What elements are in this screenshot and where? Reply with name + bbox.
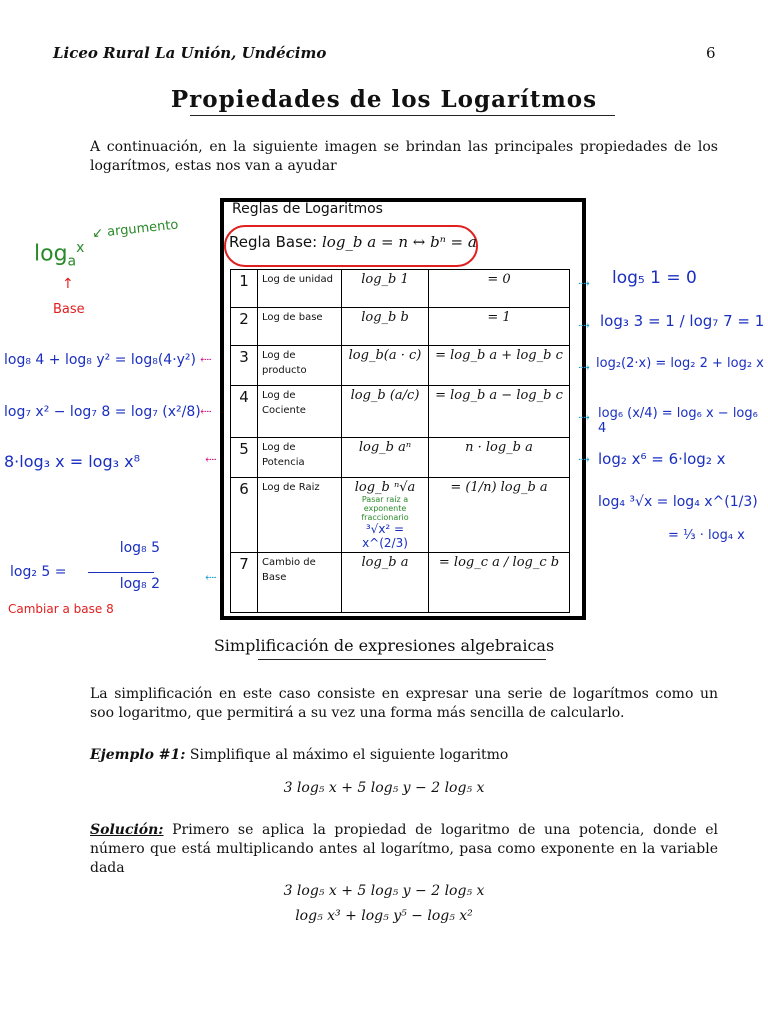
handwritten-example-7-note: Cambiar a base 8 <box>8 602 114 616</box>
title-underline <box>190 115 615 116</box>
rules-box-title: Reglas de Logaritmos <box>232 201 383 217</box>
example-text: Simplifique al máximo el siguiente logaritmo <box>189 747 509 763</box>
rule-expression: log_b(a · c) <box>342 346 429 386</box>
arrow-right-icon: ⇢ <box>578 360 590 376</box>
base-rule <box>229 233 477 251</box>
rule-number: 7 <box>231 553 258 613</box>
arrow-right-icon: ⇢ <box>578 318 590 334</box>
rule-expression: log_b 1 <box>342 270 429 308</box>
solution-step-2: log₅ x³ + log₅ y⁵ − log₅ x² <box>295 908 473 924</box>
rule-result: = log_b a + log_b c <box>429 346 570 386</box>
rule-name: Cambio de Base <box>258 553 342 613</box>
rule-number: 1 <box>231 270 258 308</box>
solution-label: Solución: <box>90 822 164 838</box>
rule-name: Log de base <box>258 308 342 346</box>
arrow-left-icon: ⇠ <box>205 452 217 468</box>
rule-number: 5 <box>231 438 258 478</box>
running-header: Liceo Rural La Unión, Undécimo <box>53 44 327 62</box>
rule-name: Log de unidad <box>258 270 342 308</box>
rule-expression: log_b a <box>342 553 429 613</box>
handwritten-example-5-left: 8·log₃ x = log₃ x⁸ <box>4 452 140 471</box>
rule-number: 4 <box>231 386 258 438</box>
handwritten-argumento: ↙ argumento <box>91 217 180 242</box>
rule-number: 2 <box>231 308 258 346</box>
rule-number: 6 <box>231 478 258 553</box>
rule-result: n · log_b a <box>429 438 570 478</box>
table-row <box>231 270 570 308</box>
rule-result: = 0 <box>429 270 570 308</box>
handwritten-example-6-right-1: log₄ ³√x = log₄ x^(1/3) <box>598 494 758 510</box>
example-expression: 3 log₅ x + 5 log₅ y − 2 log₅ x <box>283 780 485 796</box>
arrow-right-icon: ⇢ <box>578 452 590 468</box>
handwritten-example-7-num: log₈ 5 <box>119 540 160 556</box>
handwritten-example-7-lhs: log₂ 5 = <box>10 564 67 580</box>
simplification-paragraph: La simplificación en este caso consiste en expresar una serie de logarítmos como un soo logaritmo, que permitirá a su vez una forma más sencilla de calcularlo. <box>90 686 718 721</box>
solution-text: Primero se aplica la propiedad de logaritmo de una potencia, donde el número que está multiplicando antes al logarítmo, pasa como exponente en la variable dada <box>90 822 718 876</box>
handwritten-log-label: $\log_a^x$ <box>34 240 85 270</box>
page-title: Propiedades de los Logarítmos <box>170 86 598 113</box>
solution-step-1: 3 log₅ x + 5 log₅ y − 2 log₅ x <box>283 883 485 899</box>
rule-expression: log_b aⁿ <box>342 438 429 478</box>
arrow-icon: ↙ <box>91 224 108 242</box>
page-number: 6 <box>706 44 716 62</box>
handwritten-base: Base <box>53 302 85 317</box>
table-row <box>231 438 570 478</box>
table-row <box>231 386 570 438</box>
handwritten-example-7-den: log₈ 2 <box>119 576 160 592</box>
rule-name: Log de Potencia <box>258 438 342 478</box>
handwritten-note-root: Pasar raíz a exponente fraccionario <box>361 495 409 522</box>
example-paragraph <box>90 746 718 765</box>
rules-table <box>230 269 570 613</box>
arrow-left-icon: ⇠ <box>200 404 212 420</box>
rule-expression <box>342 478 429 553</box>
rule-name: Log de Raiz <box>258 478 342 553</box>
example-label: Ejemplo #1: <box>90 747 186 763</box>
solution-paragraph <box>90 821 718 878</box>
table-row <box>231 478 570 553</box>
handwritten-example-1-right: log₅ 1 = 0 <box>612 268 697 288</box>
section-heading: Simplificación de expresiones algebraicas <box>213 636 555 655</box>
arrow-left-icon: ⇠ <box>205 570 217 586</box>
table-row <box>231 346 570 386</box>
intro-paragraph: A continuación, en la siguiente imagen se brindan las principales propiedades de los logarítmos, estas nos van a ayudar <box>90 139 718 174</box>
arrow-right-icon: ⇢ <box>578 410 590 426</box>
handwritten-example-4-right: log₆ (x/4) = log₆ x − log₆ 4 <box>598 406 758 436</box>
rule-expression: log_b b <box>342 308 429 346</box>
handwritten-root-example: ³√x² = x^(2/3) <box>362 522 408 550</box>
fraction-bar <box>88 572 154 573</box>
handwritten-example-2-right: log₃ 3 = 1 / log₇ 7 = 1 <box>600 312 765 330</box>
handwritten-example-3-left: log₈ 4 + log₈ y² = log₈(4·y²) <box>4 352 197 368</box>
rule-result: = log_b a − log_b c <box>429 386 570 438</box>
up-arrow-icon: ↑ <box>62 276 74 292</box>
rule-name: Log de Cociente <box>258 386 342 438</box>
table-row <box>231 553 570 613</box>
table-row <box>231 308 570 346</box>
rule-name: Log de producto <box>258 346 342 386</box>
rule-expression-text: log_b ⁿ√a <box>354 480 416 495</box>
handwritten-example-5-right: log₂ x⁶ = 6·log₂ x <box>598 450 726 468</box>
section-underline <box>258 659 546 660</box>
rule-result: = log_c a / log_c b <box>429 553 570 613</box>
base-rule-formula: log_b a = n ↔ bⁿ = a <box>322 233 477 251</box>
arrow-right-icon: ⇢ <box>578 276 590 292</box>
base-rule-label: Regla Base: <box>229 233 318 251</box>
rule-expression: log_b (a/c) <box>342 386 429 438</box>
handwritten-example-3-right: log₂(2·x) = log₂ 2 + log₂ x <box>596 356 764 371</box>
arrow-left-icon: ⇠ <box>200 352 212 368</box>
handwritten-example-6-right-2: = ⅓ · log₄ x <box>668 528 745 543</box>
rule-result: = 1 <box>429 308 570 346</box>
rule-result: = (1/n) log_b a <box>429 478 570 553</box>
rule-number: 3 <box>231 346 258 386</box>
handwritten-example-4-left: log₇ x² − log₇ 8 = log₇ (x²/8) <box>4 404 201 420</box>
